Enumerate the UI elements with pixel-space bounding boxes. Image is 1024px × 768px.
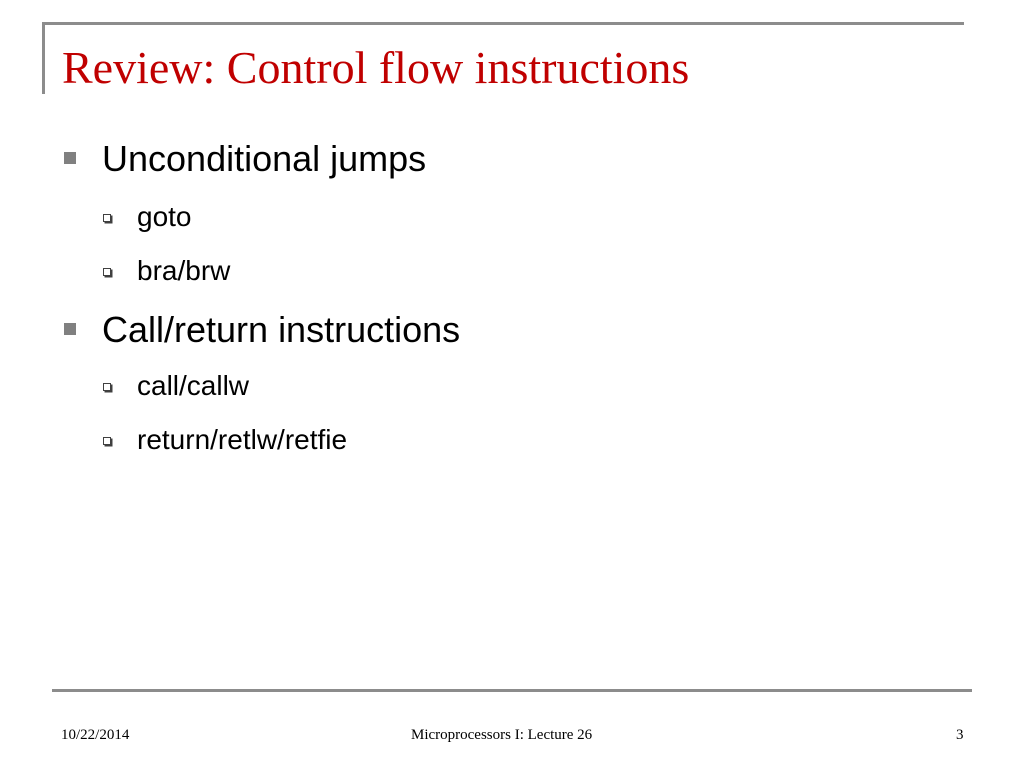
bullet-text: Call/return instructions bbox=[102, 309, 461, 350]
filled-square-bullet-icon bbox=[64, 323, 76, 335]
title-frame-top-rule bbox=[42, 22, 964, 25]
bullet-item-unconditional-jumps bbox=[64, 137, 426, 181]
slide-title: Review: Control flow instructions bbox=[62, 42, 690, 93]
bullet-item-call-return-instructions bbox=[64, 308, 460, 352]
hollow-square-bullet-icon bbox=[103, 268, 111, 276]
hollow-square-bullet-icon bbox=[103, 383, 111, 391]
bullet-item-goto bbox=[103, 200, 192, 234]
slide-page-number: 3 bbox=[956, 727, 964, 743]
bullet-item-call-callw bbox=[103, 369, 249, 403]
footer-lecture-title: Microprocessors I: Lecture 26 bbox=[411, 727, 593, 743]
title-frame-left-rule bbox=[42, 22, 45, 94]
hollow-square-bullet-icon bbox=[103, 214, 111, 222]
bullet-text: call/callw bbox=[137, 370, 250, 401]
bullet-text: bra/brw bbox=[137, 255, 231, 286]
bullet-text: goto bbox=[137, 201, 192, 232]
hollow-square-bullet-icon bbox=[103, 437, 111, 445]
bullet-item-bra-brw bbox=[103, 254, 230, 288]
bullet-text: Unconditional jumps bbox=[102, 138, 427, 179]
bullet-item-return-retlw-retfie bbox=[103, 423, 347, 457]
bullet-text: return/retlw/retfie bbox=[137, 424, 348, 455]
footer-date: 10/22/2014 bbox=[61, 727, 130, 743]
filled-square-bullet-icon bbox=[64, 152, 76, 164]
footer-rule bbox=[52, 689, 972, 692]
